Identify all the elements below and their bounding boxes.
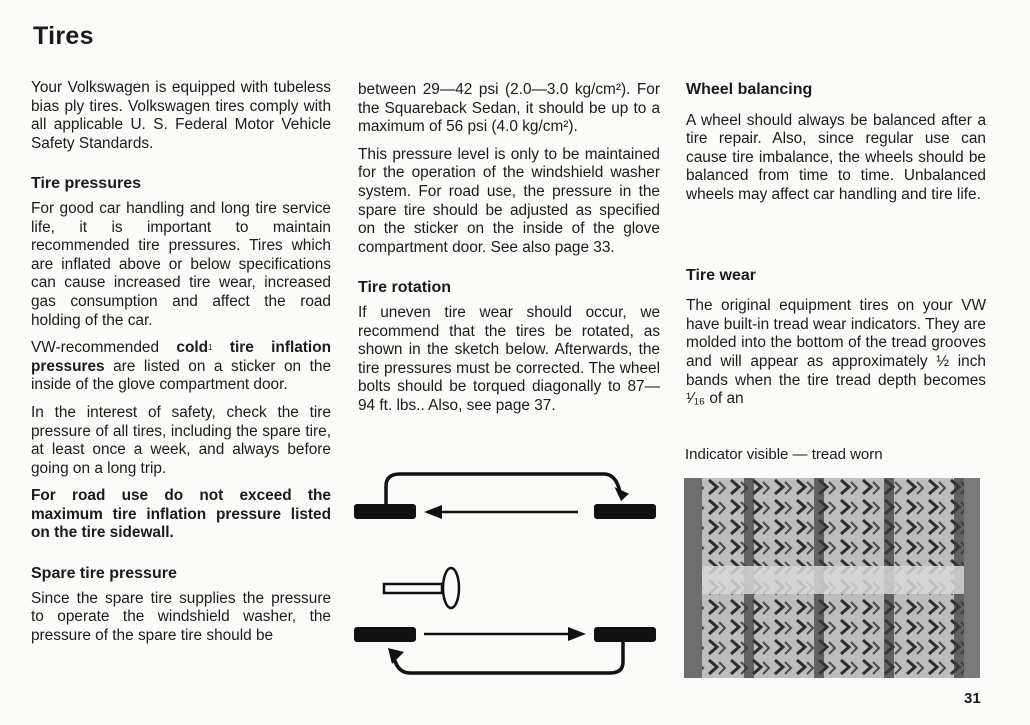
tire-pressures-paragraph-3: In the interest of safety, check the tire pressure of all tires, including the spare tire, at least once a week, and always before going on a long trip. [31,403,331,477]
p2-bold-inflation: tire inflation pressures [31,339,331,375]
curved-arrow-icon [394,642,623,673]
wheel-balancing-heading: Wheel balancing [686,81,813,98]
page-number: 31 [964,690,981,707]
intro-paragraph: Your Volkswagen is equipped with tubeless bias ply tires. Volkswagen tires comply with all applicable U. S. Federal Motor Vehicle Safety Standards. [31,79,331,152]
front-right-wheel-icon [594,504,656,519]
steering-column-icon [384,584,442,593]
curved-arrow-icon [386,474,620,504]
tire-pressures-paragraph-1: For good car handling and long tire service life, it is important to maintain recommended tire pressures. Tires which are inflated above or below specifications can cause increased tire wear, increased gas consumption and affect the road holding of the car. [31,199,331,329]
rear-left-wheel-icon [354,627,416,642]
tire-pressures-paragraph-2 [31,339,331,395]
spare-tire-paragraph: Since the spare tire supplies the pressure to operate the windshield washer, the pressure of the spare tire should be [31,589,331,644]
p2-pre-text: VW-recommended [31,339,177,357]
rear-right-wheel-icon [594,627,656,642]
spare-tire-heading: Spare tire pressure [31,565,177,583]
tread-wear-photo [684,478,980,678]
wheel-balancing-paragraph: A wheel should always be balanced after a tire repair. Also, since regular use can cause tire imbalance, the wheels should be balanced from time to time. Unbalanced wheels may affect car handling and tire life. [686,111,986,203]
page-title: Tires [33,22,94,50]
spare-continued-paragraph-1: between 29—42 psi (2.0—3.0 kg/cm²). For the Squareback Sedan, it should be up to a maximum of 56 psi (4.0 kg/cm²). [358,81,660,136]
max-pressure-warning: For road use do not exceed the maximum tire inflation pressure listed on the tire sidewall. [31,487,331,542]
tire-pressures-heading: Tire pressures [31,175,141,193]
front-left-wheel-icon [354,504,416,519]
p2-bold-cold: cold [176,339,209,357]
column-1 [31,79,331,654]
tire-wear-heading: Tire wear [686,266,756,284]
steering-wheel-icon [443,568,459,608]
p2-post-text: are listed on a sticker on the inside of the glove compartment door. [31,357,331,394]
tire-rotation-paragraph: If uneven tire wear should occur, we recommend that the tires be rotated, as shown in the sketch below. Afterwards, the tire pressures must be corrected. The wheel bolts should be torqued diagonally to 87—94 ft. lbs.. Also, see page 37. [358,303,660,414]
tire-wear-paragraph: The original equipment tires on your VW have built-in tread wear indicators. They are molded into the bottom of the tread grooves and will appear as approximately ½ inch bands when the tire tread depth becomes ¹⁄₁₆ of an [686,297,986,408]
photo-caption: Indicator visible — tread worn [685,446,883,463]
column-3 [686,81,986,418]
wear-indicator-band [702,566,980,594]
column-2 [358,81,660,425]
tire-rotation-diagram-icon [348,468,668,683]
spare-continued-paragraph-2: This pressure level is only to be maintained for the operation of the windshield washer system. For road use, the pressure in the spare tire should be adjusted as specified on the sticker on the inside of the glove compartment door. See also page 33. [358,145,660,256]
footnote-marker: 1 [208,343,213,353]
tire-rotation-heading: Tire rotation [358,279,452,297]
